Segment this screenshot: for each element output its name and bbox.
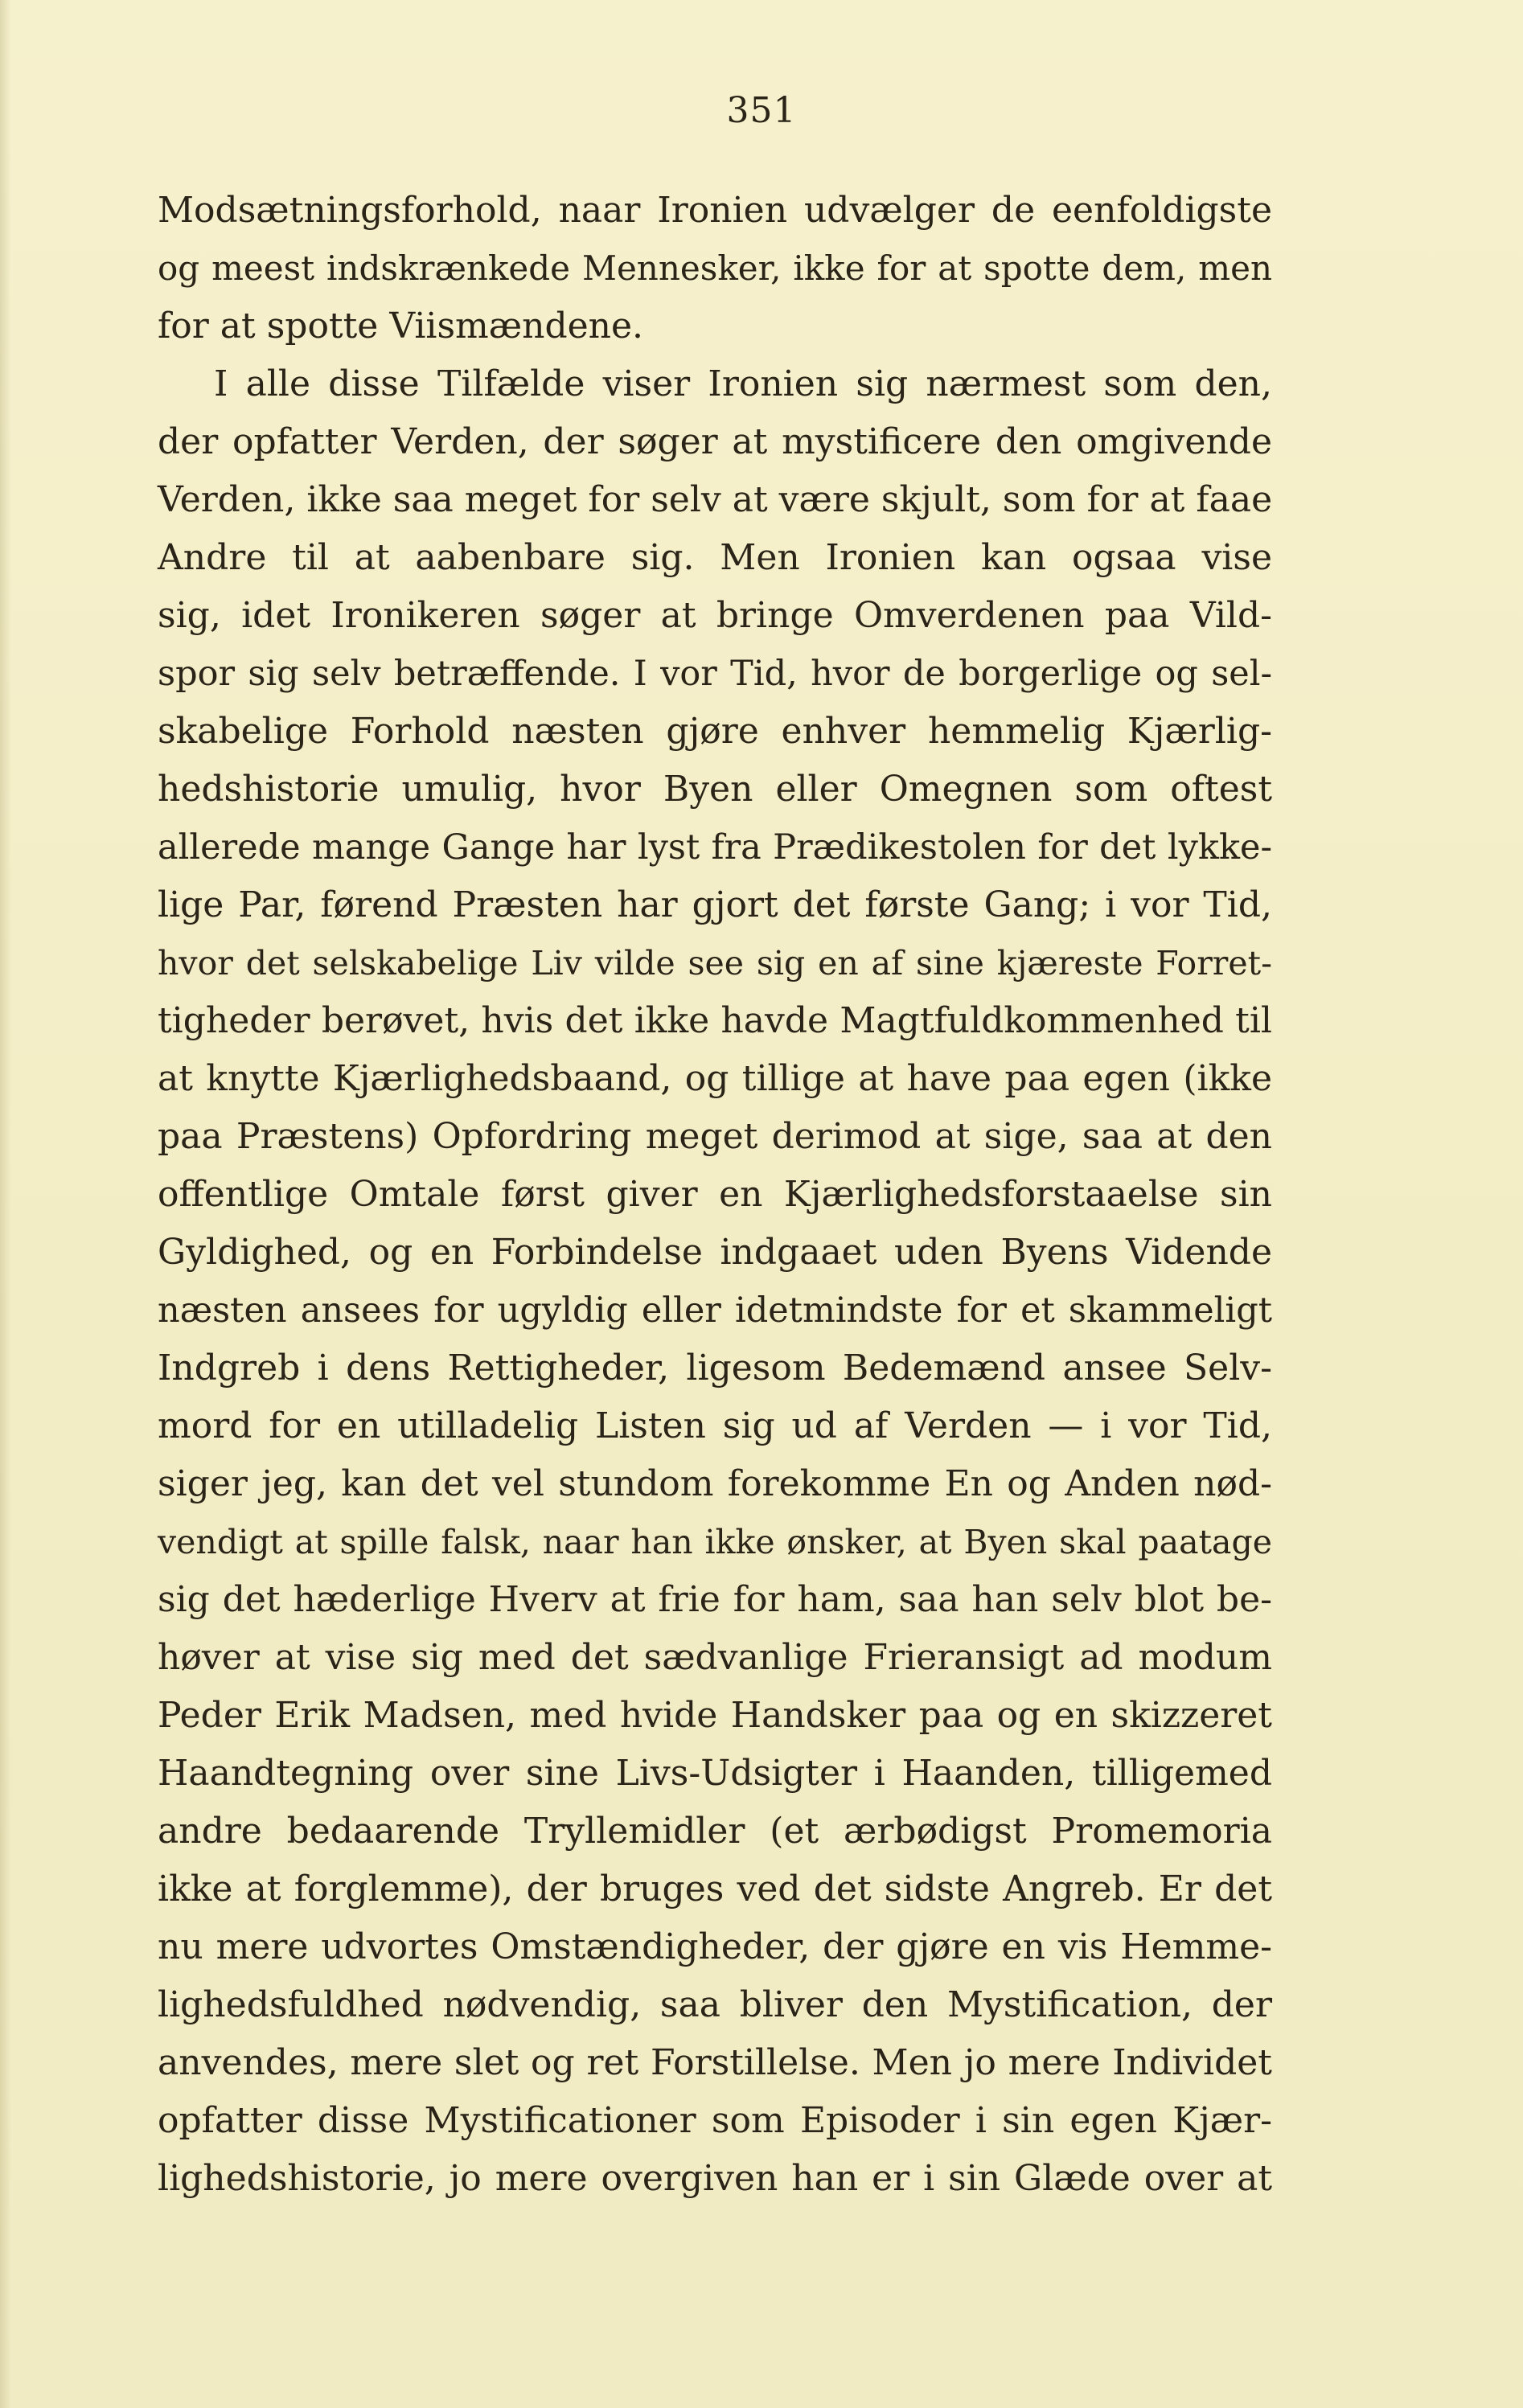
text-line: offentlige Omtale først giver en Kjærlighedsforstaaelse sin <box>158 1174 1272 1215</box>
text-line: vendigt at spille falsk, naar han ikke ønsker, at Byen skal paatage <box>158 1523 1272 1561</box>
body-text <box>158 182 1272 2208</box>
text-line: sig det hæderlige Hverv at frie for ham, saa han selv blot be- <box>158 1579 1272 1620</box>
text-line: spor sig selv betræffende. I vor Tid, hvor de borgerlige og sel- <box>158 654 1272 694</box>
text-line: allerede mange Gange har lyst fra Prædikestolen for det lykke- <box>158 827 1272 868</box>
text-line: og meest indskrænkede Mennesker, ikke for at spotte dem, men <box>158 248 1272 288</box>
page-number: 351 <box>726 90 797 131</box>
text-line: sig, idet Ironikeren søger at bringe Omverdenen paa Vild- <box>158 595 1272 636</box>
text-line: Verden, ikke saa meget for selv at være skjult, som for at faae <box>158 479 1273 520</box>
text-line: siger jeg, kan det vel stundom forekomme En og Anden nød- <box>158 1463 1272 1504</box>
text-line: ikke at forglemme), der bruges ved det sidste Angreb. Er det <box>158 1869 1272 1910</box>
text-line: Peder Erik Madsen, med hvide Handsker paa og en skizzeret <box>158 1695 1272 1736</box>
text-line: andre bedaarende Tryllemidler (et ærbødigst Promemoria <box>158 1811 1272 1852</box>
page-edge-shadow <box>0 0 11 2408</box>
text-line: Andre til at aabenbare sig. Men Ironien kan ogsaa vise <box>158 537 1272 578</box>
text-line: I alle disse Tilfælde viser Ironien sig nærmest som den, <box>214 363 1272 404</box>
text-line: Modsætningsforhold, naar Ironien udvælger de eenfoldigste <box>158 190 1272 231</box>
text-line: hedshistorie umulig, hvor Byen eller Omegnen som oftest <box>158 769 1272 810</box>
text-line: anvendes, mere slet og ret Forstillelse. Men jo mere Individet <box>158 2042 1272 2083</box>
text-line: Indgreb i dens Rettigheder, ligesom Bedemænd ansee Selv- <box>158 1348 1272 1389</box>
text-line: skabelige Forhold næsten gjøre enhver hemmelig Kjærlig- <box>158 711 1272 752</box>
text-line: nu mere udvortes Omstændigheder, der gjøre en vis Hemme- <box>158 1926 1272 1967</box>
text-line: næsten ansees for ugyldig eller idetmindste for et skammeligt <box>158 1290 1272 1331</box>
text-line: høver at vise sig med det sædvanlige Frieransigt ad modum <box>158 1637 1272 1678</box>
text-line: for at spotte Viismændene. <box>158 306 644 347</box>
text-line: lighedsfuldhed nødvendig, saa bliver den Mystification, der <box>158 1984 1272 2025</box>
text-line: der opfatter Verden, der søger at mystificere den omgivende <box>158 421 1272 462</box>
text-line: Haandtegning over sine Livs-Udsigter i Haanden, tilligemed <box>158 1753 1272 1794</box>
text-line: tigheder berøvet, hvis det ikke havde Magtfuldkommenhed til <box>158 1000 1272 1041</box>
text-line: Gyldighed, og en Forbindelse indgaaet uden Byens Vidende <box>158 1232 1272 1273</box>
text-line: lige Par, førend Præsten har gjort det første Gang; i vor Tid, <box>158 884 1272 925</box>
text-line: hvor det selskabelige Liv vilde see sig en af sine kjæreste Forret- <box>158 944 1272 982</box>
text-line: lighedshistorie, jo mere overgiven han er i sin Glæde over at <box>158 2158 1272 2199</box>
text-line: paa Præstens) Opfordring meget derimod at sige, saa at den <box>158 1116 1272 1157</box>
text-line: opfatter disse Mystificationer som Episoder i sin egen Kjær- <box>158 2100 1272 2141</box>
text-line: at knytte Kjærlighedsbaand, og tillige at have paa egen (ikke <box>158 1058 1272 1099</box>
text-line: mord for en utilladelig Listen sig ud af Verden — i vor Tid, <box>158 1405 1272 1446</box>
